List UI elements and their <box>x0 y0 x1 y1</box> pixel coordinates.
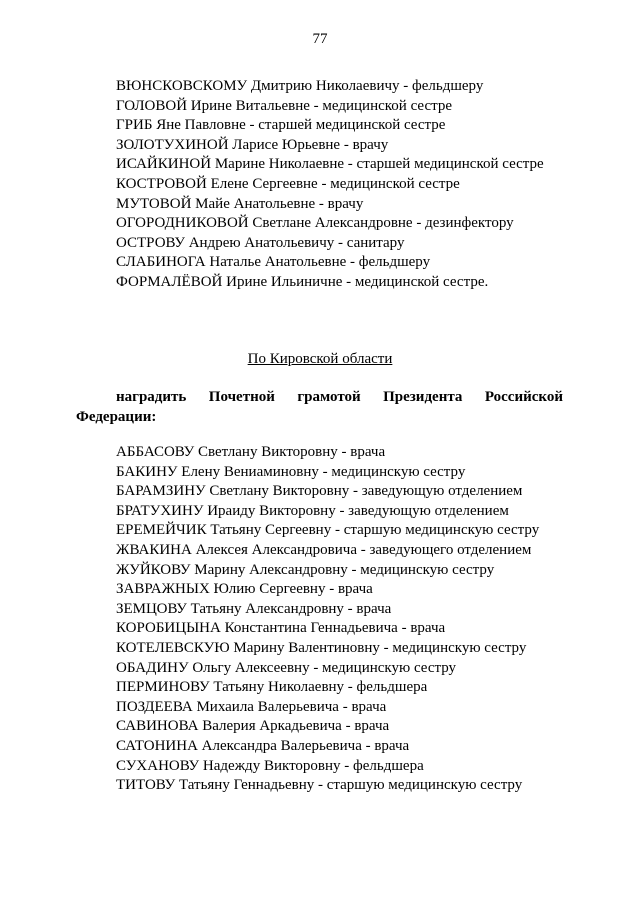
list-item: КОСТРОВОЙ Елене Сергеевне - медицинской сестре <box>116 175 460 192</box>
list-item: АББАСОВУ Светлану Викторовну - врача <box>116 444 386 460</box>
list-item: ИСАЙКИНОЙ Марине Николаевне - старшей медицинской сестре <box>116 156 544 173</box>
list-item: ОБАДИНУ Ольгу Алексеевну - медицинскую сестру <box>116 659 457 676</box>
list-item: САТОНИНА Александра Валерьевича - врача <box>116 737 410 754</box>
list-item: БРАТУХИНУ Ираиду Викторовну - заведующую отделением <box>116 502 509 519</box>
award-heading: наградить Почетной грамотой Президента Российской Федерации: <box>76 389 563 425</box>
list-item: СУХАНОВУ Надежду Викторовну - фельдшера <box>116 757 424 774</box>
list-item: ЕРЕМЕЙЧИК Татьяну Сергеевну - старшую медицинскую сестру <box>116 522 540 539</box>
list-item: ЗЕМЦОВУ Татьяну Александровну - врача <box>116 600 392 617</box>
list-item: КОТЕЛЕВСКУЮ Марину Валентиновну - медицинскую сестру <box>116 639 527 656</box>
list-item: ФОРМАЛЁВОЙ Ирине Ильиничне - медицинской сестре. <box>116 273 489 290</box>
list-item: БАКИНУ Елену Вениаминовну - медицинскую сестру <box>116 463 466 480</box>
award-list-kirov-region <box>76 443 563 796</box>
list-item: ЗАВРАЖНЫХ Юлию Сергеевну - врача <box>116 581 373 598</box>
page-number: 77 <box>312 31 328 47</box>
list-item: САВИНОВА Валерия Аркадьевича - врача <box>116 718 390 735</box>
list-item: ЗОЛОТУХИНОЙ Ларисе Юрьевне - врачу <box>116 136 389 153</box>
region-heading-text: По Кировской области <box>247 351 393 367</box>
list-item: СЛАБИНОГА Наталье Анатольевне - фельдшеру <box>116 254 431 271</box>
list-item: ЖУЙКОВУ Марину Александровну - медицинскую сестру <box>116 561 495 578</box>
list-item: ГРИБ Яне Павловне - старшей медицинской сестре <box>116 117 446 134</box>
list-item: ОГОРОДНИКОВОЙ Светлане Александровне - дезинфектору <box>116 215 514 232</box>
list-item: КОРОБИЦЫНА Константина Геннадьевича - врача <box>116 620 446 637</box>
list-item: ГОЛОВОЙ Ирине Витальевне - медицинской сестре <box>116 97 452 114</box>
list-item: ОСТРОВУ Андрею Анатольевичу - санитару <box>116 234 405 251</box>
region-heading <box>0 349 640 369</box>
list-item: ВЮНСКОВСКОМУ Дмитрию Николаевичу - фельдшеру <box>116 78 484 94</box>
list-item: МУТОВОЙ Майе Анатольевне - врачу <box>116 195 364 212</box>
list-item: ЖВАКИНА Алексея Александровича - заведующего отделением <box>116 541 532 558</box>
list-item: ПОЗДЕЕВА Михаила Валерьевича - врача <box>116 698 387 715</box>
award-list-previous-region <box>76 77 563 293</box>
list-item: БАРАМЗИНУ Светлану Викторовну - заведующую отделением <box>116 483 523 500</box>
list-item: ПЕРМИНОВУ Татьяну Николаевну - фельдшера <box>116 679 428 696</box>
list-item: ТИТОВУ Татьяну Геннадьевну - старшую медицинскую сестру <box>116 777 523 794</box>
